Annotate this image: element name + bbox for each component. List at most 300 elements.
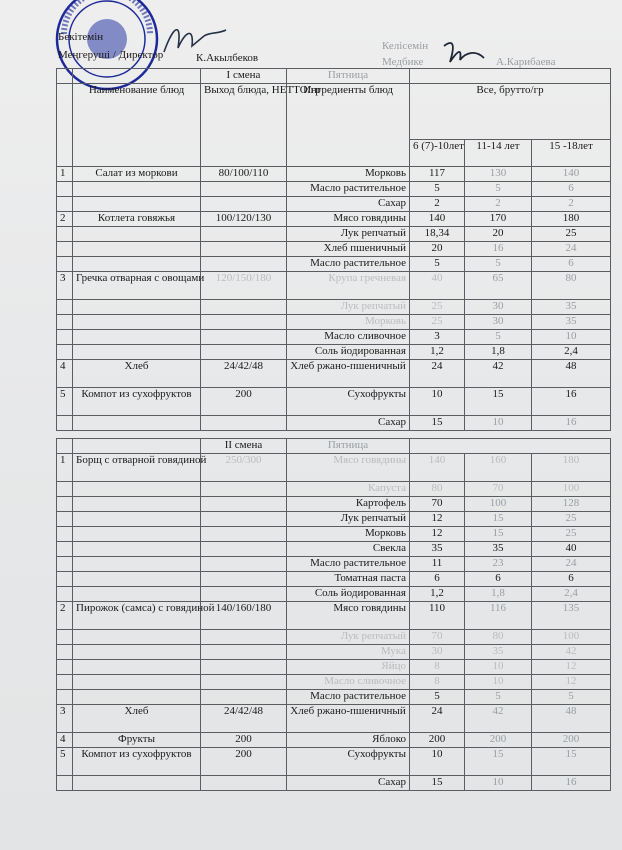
gross-age-2: 10 [465,675,532,690]
ingredient-name: Хлеб ржано-пшеничный [287,360,410,388]
table-row [57,315,611,330]
table-row [57,167,611,182]
row-number: 3 [57,272,73,300]
gross-age-1: 15 [410,416,465,431]
row-number: 3 [57,705,73,733]
table-row [57,300,611,315]
gross-age-2: 5 [465,690,532,705]
day-label: Пятница [287,69,410,84]
table-row [57,360,611,388]
table-row [57,587,611,602]
dish-name [73,315,201,330]
gross-age-3: 48 [532,360,611,388]
gross-age-2: 160 [465,454,532,482]
yield-value [201,690,287,705]
corner-cell [73,439,201,454]
ingredient-name: Лук репчатый [287,300,410,315]
row-number [57,512,73,527]
row-number [57,182,73,197]
gross-age-1: 6 [410,572,465,587]
ingredient-name: Морковь [287,527,410,542]
gross-age-2: 5 [465,330,532,345]
ingredient-name: Яблоко [287,733,410,748]
ingredient-name: Сахар [287,776,410,791]
gross-age-2: 65 [465,272,532,300]
dish-name [73,497,201,512]
gross-age-2: 6 [465,572,532,587]
gross-age-1: 11 [410,557,465,572]
shift-label: II смена [201,439,287,454]
dish-name [73,527,201,542]
gross-age-3: 24 [532,557,611,572]
yield-value [201,542,287,557]
table-row [57,416,611,431]
table-row [57,733,611,748]
dish-name: Пирожок (самса) с говядиной [73,602,201,630]
gross-age-1: 10 [410,748,465,776]
gross-age-2: 20 [465,227,532,242]
gross-age-2: 130 [465,167,532,182]
table-row [57,675,611,690]
gross-age-2: 100 [465,497,532,512]
gross-age-1: 25 [410,315,465,330]
col-yield-header: Выход блюда, НЕТТО/гр [201,84,287,167]
gross-age-1: 15 [410,776,465,791]
row-number [57,482,73,497]
gross-age-2: 10 [465,660,532,675]
ingredient-name: Масло растительное [287,182,410,197]
table-row [57,527,611,542]
yield-value: 200 [201,733,287,748]
gross-age-2: 15 [465,388,532,416]
gross-age-2: 15 [465,527,532,542]
gross-age-3: 128 [532,497,611,512]
ingredient-name: Сухофрукты [287,388,410,416]
header-blank [57,84,73,167]
age-group-1: 6 (7)-10лет [410,140,465,167]
gross-age-1: 40 [410,272,465,300]
table-row [57,572,611,587]
row-number [57,675,73,690]
gross-age-2: 70 [465,482,532,497]
table-row [57,345,611,360]
row-number: 5 [57,748,73,776]
dish-name [73,345,201,360]
gross-age-1: 140 [410,454,465,482]
gross-age-3: 100 [532,482,611,497]
day-label: Пятница [287,439,410,454]
gross-age-2: 23 [465,557,532,572]
gross-age-2: 2 [465,197,532,212]
yield-value [201,512,287,527]
gross-age-3: 200 [532,733,611,748]
row-number [57,227,73,242]
gross-age-2: 10 [465,776,532,791]
gross-age-3: 6 [532,182,611,197]
gross-age-3: 100 [532,630,611,645]
gross-age-3: 2,4 [532,587,611,602]
gross-age-1: 35 [410,542,465,557]
yield-value [201,345,287,360]
gross-age-2: 170 [465,212,532,227]
yield-value [201,227,287,242]
yield-value: 24/42/48 [201,360,287,388]
yield-value [201,197,287,212]
yield-value [201,182,287,197]
table-row [57,197,611,212]
left-signature [160,18,230,60]
yield-value [201,257,287,272]
ingredient-name: Сахар [287,416,410,431]
gross-age-3: 15 [532,748,611,776]
gross-age-3: 40 [532,542,611,557]
gross-age-1: 1,2 [410,345,465,360]
yield-value: 140/160/180 [201,602,287,630]
row-number: 1 [57,167,73,182]
gross-age-1: 1,2 [410,587,465,602]
ingredient-name: Крупа гречневая [287,272,410,300]
row-number [57,587,73,602]
row-number [57,416,73,431]
yield-value: 80/100/110 [201,167,287,182]
row-number: 2 [57,602,73,630]
gross-age-1: 140 [410,212,465,227]
header-blank [410,439,611,454]
gross-age-3: 6 [532,572,611,587]
dish-name [73,330,201,345]
gross-age-3: 5 [532,690,611,705]
table-row [57,557,611,572]
gross-age-3: 16 [532,388,611,416]
dish-name [73,300,201,315]
gross-age-1: 18,34 [410,227,465,242]
right-signature [436,36,488,70]
gross-age-3: 35 [532,300,611,315]
yield-value: 200 [201,388,287,416]
table-row [57,242,611,257]
row-number: 2 [57,212,73,227]
gross-age-1: 5 [410,182,465,197]
header-blank [410,69,611,84]
agreer-title: Медбике [382,56,424,68]
ingredient-name: Мясо говядины [287,454,410,482]
dish-name [73,660,201,675]
gross-age-3: 80 [532,272,611,300]
yield-value [201,315,287,330]
gross-age-2: 1,8 [465,587,532,602]
gross-age-2: 30 [465,315,532,330]
gross-age-1: 200 [410,733,465,748]
dish-name [73,630,201,645]
yield-value [201,675,287,690]
gross-age-2: 200 [465,733,532,748]
dish-name: Компот из сухофруктов [73,748,201,776]
col-ingredients-header: Ингредиенты блюд [287,84,410,167]
dish-name [73,512,201,527]
gross-age-1: 80 [410,482,465,497]
menu-table-shift-2 [56,438,611,791]
dish-name [73,587,201,602]
gross-age-3: 24 [532,242,611,257]
row-number [57,572,73,587]
table-row [57,705,611,733]
gross-age-3: 12 [532,675,611,690]
ingredient-name: Морковь [287,167,410,182]
row-number [57,660,73,675]
dish-name: Котлета говяжья [73,212,201,227]
col-gross-header: Все, брутто/гр [410,84,611,140]
ingredient-name: Соль йодированная [287,587,410,602]
gross-age-1: 70 [410,630,465,645]
row-number [57,330,73,345]
gross-age-1: 2 [410,197,465,212]
agree-label: Келісемін [382,40,429,52]
gross-age-2: 42 [465,360,532,388]
gross-age-1: 70 [410,497,465,512]
ingredient-name: Томатная паста [287,572,410,587]
gross-age-2: 35 [465,645,532,660]
ingredient-name: Лук репчатый [287,630,410,645]
corner-cell [57,69,73,84]
dish-name: Салат из моркови [73,167,201,182]
gross-age-1: 24 [410,705,465,733]
dish-name [73,197,201,212]
gross-age-3: 25 [532,512,611,527]
agreer-name: А.Карибаева [496,56,556,68]
row-number [57,257,73,272]
dish-name [73,675,201,690]
ingredient-name: Масло растительное [287,557,410,572]
ingredient-name: Картофель [287,497,410,512]
dish-name: Борщ с отварной говядиной [73,454,201,482]
dish-name [73,557,201,572]
ingredient-name: Лук репчатый [287,227,410,242]
approver-name: К.Акылбеков [196,52,259,64]
gross-age-3: 10 [532,330,611,345]
ingredient-name: Сухофрукты [287,748,410,776]
gross-age-3: 180 [532,212,611,227]
table-row [57,330,611,345]
gross-age-3: 140 [532,167,611,182]
gross-age-2: 42 [465,705,532,733]
gross-age-2: 116 [465,602,532,630]
yield-value [201,587,287,602]
gross-age-1: 30 [410,645,465,660]
row-number [57,542,73,557]
ingredient-name: Масло сливочное [287,675,410,690]
gross-age-3: 35 [532,315,611,330]
dish-name [73,776,201,791]
dish-name [73,227,201,242]
gross-age-1: 8 [410,660,465,675]
gross-age-3: 42 [532,645,611,660]
yield-value [201,416,287,431]
row-number [57,315,73,330]
table-row [57,482,611,497]
yield-value: 24/42/48 [201,705,287,733]
table-row [57,690,611,705]
ingredient-name: Масло сливочное [287,330,410,345]
table-row [57,776,611,791]
table-row [57,272,611,300]
ingredient-name: Лук репчатый [287,512,410,527]
gross-age-1: 3 [410,330,465,345]
yield-value: 200 [201,748,287,776]
table-row [57,660,611,675]
col-dish-header: Наименование блюд [73,84,201,167]
gross-age-3: 25 [532,227,611,242]
gross-age-3: 25 [532,527,611,542]
gross-age-2: 80 [465,630,532,645]
table-row [57,542,611,557]
gross-age-1: 8 [410,675,465,690]
table-row [57,645,611,660]
gross-age-1: 12 [410,527,465,542]
gross-age-3: 12 [532,660,611,675]
dish-name [73,690,201,705]
ingredient-name: Хлеб ржано-пшеничный [287,705,410,733]
gross-age-1: 20 [410,242,465,257]
row-number: 4 [57,360,73,388]
gross-age-2: 10 [465,416,532,431]
yield-value [201,242,287,257]
ingredient-name: Яйцо [287,660,410,675]
yield-value [201,630,287,645]
row-number [57,197,73,212]
gross-age-2: 5 [465,257,532,272]
ingredient-name: Масло растительное [287,690,410,705]
dish-name [73,572,201,587]
dish-name: Гречка отварная с овощами [73,272,201,300]
row-number: 5 [57,388,73,416]
dish-name: Компот из сухофруктов [73,388,201,416]
gross-age-2: 5 [465,182,532,197]
dish-name: Фрукты [73,733,201,748]
dish-name [73,242,201,257]
table-row [57,497,611,512]
gross-age-2: 15 [465,748,532,776]
gross-age-1: 24 [410,360,465,388]
age-group-2: 11-14 лет [465,140,532,167]
dish-name [73,416,201,431]
gross-age-1: 25 [410,300,465,315]
dish-name [73,182,201,197]
dish-name: Хлеб [73,360,201,388]
dish-name [73,542,201,557]
ingredient-name: Сахар [287,197,410,212]
table-row [57,602,611,630]
dish-name [73,645,201,660]
row-number: 1 [57,454,73,482]
yield-value [201,645,287,660]
ingredient-name: Мясо говядины [287,602,410,630]
row-number [57,690,73,705]
ingredient-name: Соль йодированная [287,345,410,360]
row-number [57,630,73,645]
gross-age-1: 5 [410,257,465,272]
gross-age-2: 15 [465,512,532,527]
dish-name: Хлеб [73,705,201,733]
table-row [57,227,611,242]
gross-age-3: 2 [532,197,611,212]
table-row [57,212,611,227]
menu-table-shift-1 [56,68,611,431]
dish-name [73,482,201,497]
gross-age-1: 10 [410,388,465,416]
ingredient-name: Хлеб пшеничный [287,242,410,257]
age-group-3: 15 -18лет [532,140,611,167]
dish-name [73,257,201,272]
gross-age-1: 117 [410,167,465,182]
row-number [57,345,73,360]
table-row [57,748,611,776]
yield-value [201,300,287,315]
corner-cell [57,439,73,454]
yield-value [201,572,287,587]
approver-title: Меңгеруші / Директор [58,49,164,61]
ingredient-name: Мука [287,645,410,660]
table-row [57,388,611,416]
gross-age-3: 6 [532,257,611,272]
row-number [57,776,73,791]
gross-age-2: 1,8 [465,345,532,360]
ingredient-name: Мясо говядины [287,212,410,227]
yield-value [201,660,287,675]
gross-age-3: 2,4 [532,345,611,360]
gross-age-3: 180 [532,454,611,482]
row-number [57,645,73,660]
ingredient-name: Морковь [287,315,410,330]
shift-label: I смена [201,69,287,84]
gross-age-3: 48 [532,705,611,733]
ingredient-name: Свекла [287,542,410,557]
row-number [57,557,73,572]
gross-age-3: 16 [532,776,611,791]
corner-cell [73,69,201,84]
gross-age-3: 16 [532,416,611,431]
yield-value: 100/120/130 [201,212,287,227]
row-number: 4 [57,733,73,748]
gross-age-1: 12 [410,512,465,527]
gross-age-1: 5 [410,690,465,705]
table-row [57,512,611,527]
yield-value: 120/150/180 [201,272,287,300]
row-number [57,497,73,512]
yield-value [201,497,287,512]
yield-value [201,482,287,497]
gross-age-1: 110 [410,602,465,630]
gross-age-2: 35 [465,542,532,557]
ingredient-name: Капуста [287,482,410,497]
ingredient-name: Масло растительное [287,257,410,272]
table-row [57,182,611,197]
table-row [57,454,611,482]
yield-value [201,527,287,542]
row-number [57,242,73,257]
gross-age-2: 16 [465,242,532,257]
row-number [57,300,73,315]
yield-value: 250/300 [201,454,287,482]
table-row [57,257,611,272]
row-number [57,527,73,542]
table-row [57,630,611,645]
yield-value [201,776,287,791]
gross-age-2: 30 [465,300,532,315]
gross-age-3: 135 [532,602,611,630]
approve-label: Бекітемін [58,31,104,43]
yield-value [201,557,287,572]
yield-value [201,330,287,345]
